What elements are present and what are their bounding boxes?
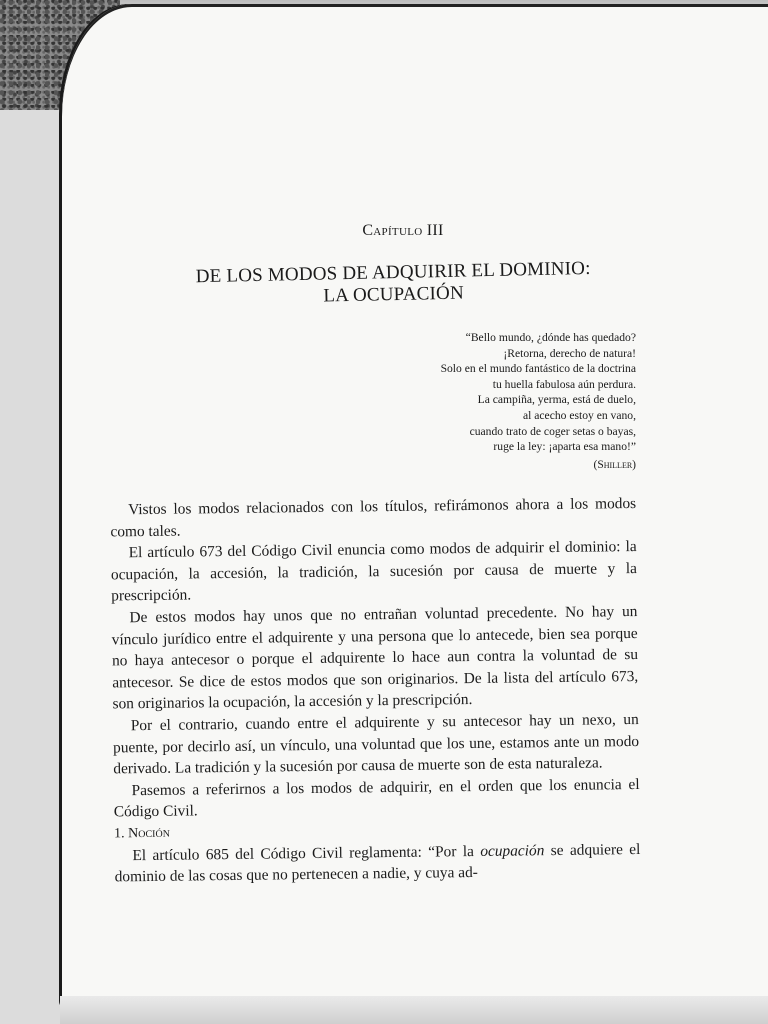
chapter-heading	[110, 222, 636, 240]
paragraph-5: Pasemos a referirnos a los modos de adquirir, en el orden que los enuncia el Código Civil.	[113, 776, 640, 822]
section-heading: 1. Noción	[114, 825, 170, 842]
epigraph-author: (Shiller)	[593, 458, 636, 471]
epigraph	[110, 330, 636, 473]
epigraph-line: Solo en el mundo fantástico de la doctrina	[440, 362, 636, 376]
epigraph-line: al acecho estoy en vano,	[523, 408, 636, 422]
epigraph-line: ruge la ley: ¡aparta esa mano!”	[493, 440, 636, 454]
body-text	[110, 493, 641, 888]
chapter-number: III	[426, 222, 444, 239]
paragraph-6-emphasis: ocupación	[480, 841, 545, 860]
page-bottom-edge	[60, 996, 768, 1024]
epigraph-line: “Bello mundo, ¿dónde has quedado?	[465, 331, 636, 344]
book-page	[62, 4, 768, 1019]
paragraph-6	[114, 839, 640, 889]
paragraph-6-end: se adquiere el dominio de las cosas que no pertenecen a nadie, y cuya ad-	[114, 840, 641, 886]
paragraph-4: Por el contrario, cuando entre el adquirente y su antecesor hay un nexo, un puente, por decirlo así, un vínculo, una voluntad que los une, estamos ante un modo derivado. La tradición y la sucesión por causa de muerte son de esta naturaleza.	[112, 711, 640, 778]
chapter-title-line-2: LA OCUPACIÓN	[323, 282, 465, 307]
paragraph-6-start: El artículo 685 del Código Civil reglamenta: “Por la	[132, 842, 481, 865]
epigraph-line: tu huella fabulosa aún perdura.	[492, 377, 636, 391]
paragraph-2: El artículo 673 del Código Civil enuncia como modos de adquirir el dominio: la ocupación, la accesión, la tradición, la sucesión por causa de muerte y la prescripción.	[110, 538, 638, 606]
chapter-prefix: Capítulo	[362, 222, 423, 239]
page-content	[110, 222, 641, 886]
epigraph-line: La campiña, yerma, está de duelo,	[477, 393, 636, 407]
epigraph-line: ¡Retorna, derecho de natura!	[503, 346, 636, 360]
paragraph-1: Vistos los modos relacionados con los títulos, refirámonos ahora a los modos como tales.	[110, 495, 637, 541]
paragraph-3: De estos modos hay unos que no entrañan voluntad precedente. No hay un vínculo jurídico entre el adquirente y una persona que lo antecede, bien sea porque no haya antecesor o porque el adquirente lo hace aun contra la voluntad de su antecesor. Se dice de estos modos que son originarios. De la lista del artículo 673, son originarios la ocupación, la accesión y la prescripción.	[111, 603, 639, 714]
epigraph-line: cuando trato de coger setas o bayas,	[469, 424, 636, 438]
chapter-title-line-1: DE LOS MODOS DE ADQUIRIR EL DOMINIO:	[195, 257, 591, 288]
chapter-title	[110, 257, 637, 312]
